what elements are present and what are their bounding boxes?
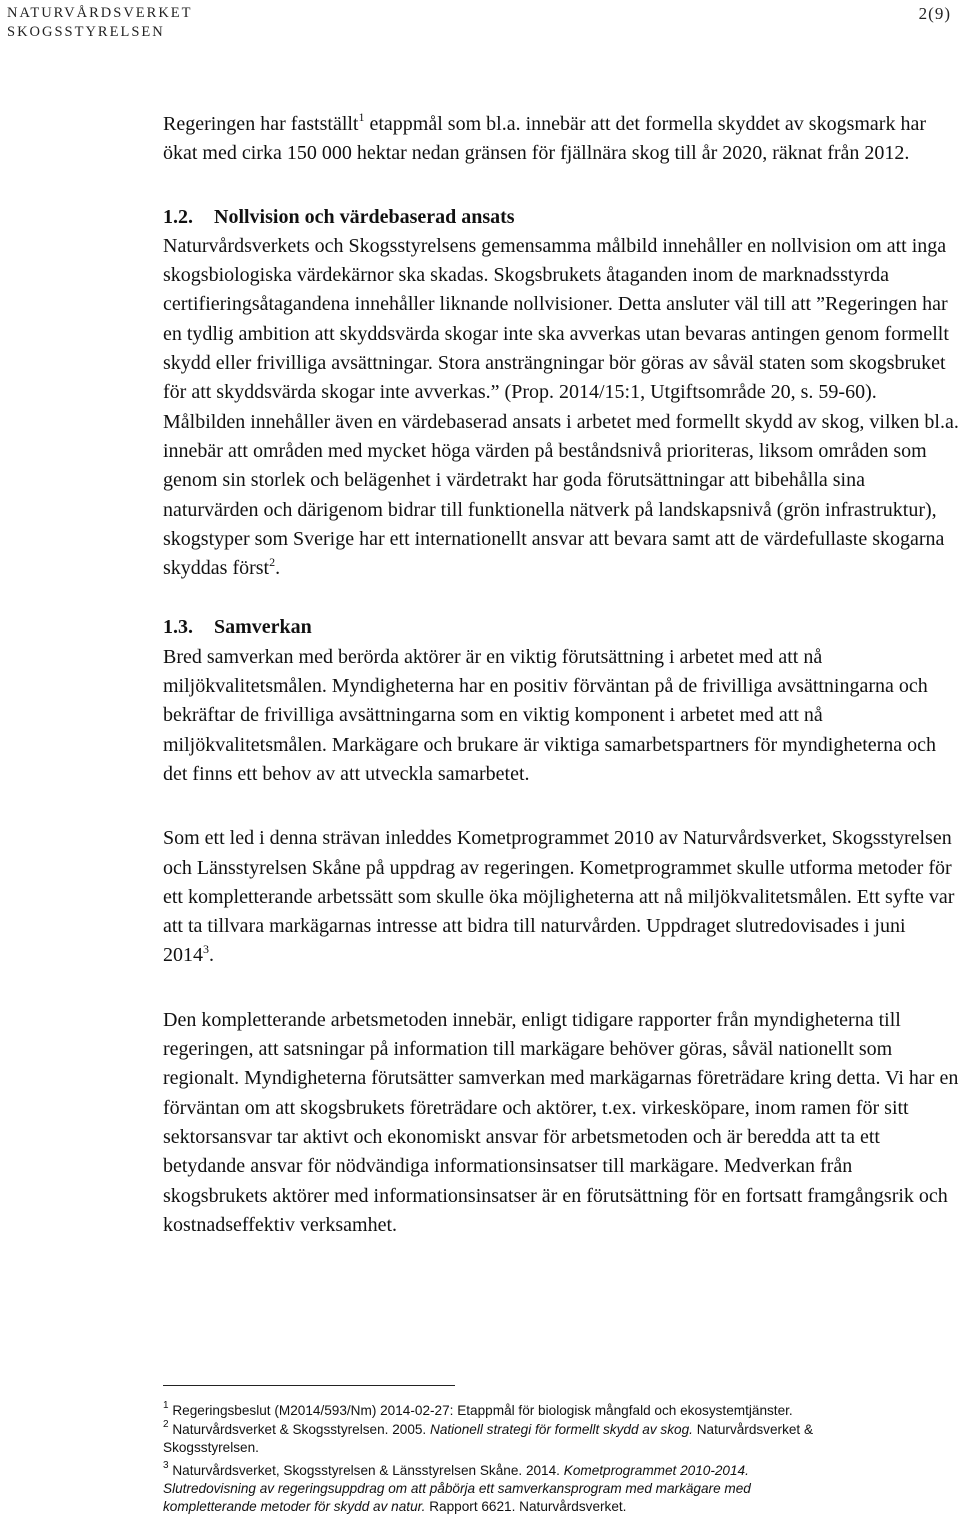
section-1-2-paragraph (163, 232, 959, 584)
intro-text-end: etappmål som bl.a. innebär att det formella skyddet av skogsmark har ökat med cirka 150 000 hektar nedan gränsen för fjällnära skog till år 2020, räknat från 2012. (163, 113, 927, 165)
paragraph-2-text: Som ett led i denna strävan inleddes Kometprogrammet 2010 av Naturvårdsverket, Skogsstyrelsen och Länsstyrelsen Skåne på uppdrag av regeringen. Kometprogrammet skulle utforma metoder för ett kompletterande arbetssätt som skulle öka möjligheterna att nå miljökvalitetsmålen. Ett syfte var att ta tillvara markägarnas intresse att bidra till naturvården. Uppdraget slutredovisades i juni 2014 (163, 827, 955, 967)
footnote-title: Kometprogrammet 2010-2014. (563, 1463, 749, 1478)
footnote-separator (163, 1385, 455, 1386)
footnote-line (163, 1498, 953, 1516)
section-1-3-paragraph-3: Den kompletterande arbetsmetoden innebär, enligt tidigare rapporter från myndigheterna till regeringen, att satsningar på information till markägare behöver göras, såväl nationellt som regionalt. Myndigheterna förutsätter samverkan med markägarnas företrädare kring detta. Vi har en förväntan om att skogsbrukets företrädare och aktörer, t.ex. virkesköpare, inom ramen för sitt sektorsansvar tar aktivt och ekonomiskt ansvar för arbetsmetoden och är beredda att ta ett betydande ansvar för nödvändiga informationsinsatser till markägare. Medverkan från skogsbrukets aktörer med informationsinsatser är en förutsättning för en fortsatt framgångsrik och kostnadseffektiv verksamhet. (163, 1008, 959, 1236)
footnote-text: Naturvårdsverket, Skogsstyrelsen & Länsstyrelsen Skåne. 2014. (172, 1463, 564, 1478)
footnote-text: Regeringsbeslut (M2014/593/Nm) 2014-02-27: Etappmål för biologisk mångfald och ekosystemtjänster. (172, 1403, 793, 1418)
section-title: Samverkan (214, 616, 312, 639)
footnote-3 (163, 1462, 953, 1516)
footnote-line (163, 1421, 953, 1439)
section-1-3-paragraph-1: Bred samverkan med berörda aktörer är en viktig förutsättning i arbetet med att nå miljökvalitetsmålen. Myndigheterna har en positiv förväntan på de frivilliga avsättningarna och bekräftar de frivilliga avsättningarna som en viktig komponent i arbetet med att nå miljökvalitetsmålen. Markägare och brukare är viktiga samarbetspartners för myndigheterna och det finns ett behov av att utveckla samarbetet. (163, 645, 937, 785)
footnote-line (163, 1462, 953, 1480)
section-number: 1.3. (163, 616, 193, 639)
footnote-ref-3: 3 (203, 941, 209, 956)
footnote-title: Slutredovisning av regeringsuppdrag om att påbörja ett samverkansprogram med markägare med (163, 1481, 751, 1496)
section-heading-1-3 (163, 613, 959, 642)
footnote-text: Rapport 6621. Naturvårdsverket. (425, 1499, 627, 1514)
section-title: Nollvision och värdebaserad ansats (214, 205, 515, 228)
footnote-line (163, 1480, 953, 1498)
intro-paragraph (163, 110, 959, 169)
section-1-2-text: Naturvårdsverkets och Skogsstyrelsens gemensamma målbild innehåller en nollvision om att inga skogsbiologiska värdekärnor ska skadas. Skogsbrukets åtaganden inom de marknadsstyrda certifieringsåtagandena innehåller liknande nollvisioner. Detta ansluter väl till att ”Regeringen har en tydlig ambition att skyddsvärda skogar inte ska avverkas utan bevaras antingen genom formellt skydd eller frivilliga avsättningar. Stora ansträngningar bör göras av såväl staten som skogsbruket för att skyddsvärda skogar inte avverkas.” (Prop. 2014/15:1, Utgiftsområde 20, s. 59-60). Målbilden innehåller även en värdebaserad ansats i arbetet med formellt skydd av skog, vilken bl.a. innebär att områden med mycket höga värden på beståndsnivå prioriteras, liksom områden som genom sin storlek och belägenhet i värdetrakt har goda förutsättningar att bibehålla sina naturvärden och därigenom bidrar till funktionella nätverk på landskapsnivå (grön infrastruktur), skogstyper som Sverige har ett internationellt ansvar att bevara samt att de värdefullaste skogarna skyddas först (163, 234, 959, 580)
section-heading-1-2 (163, 203, 959, 232)
section-1-2-text-end: . (275, 557, 281, 580)
footnote-text: Naturvårdsverket & (692, 1422, 814, 1437)
footnote-ref-2: 2 (269, 554, 276, 569)
footnote-number: 2 (163, 1419, 169, 1431)
section-1-3-paragraph-2 (163, 824, 959, 970)
footnote-number: 1 (163, 1400, 169, 1412)
footnote-ref-1: 1 (358, 110, 365, 125)
footnote-1 (163, 1402, 953, 1420)
header-org-naturvardsverket: NATURVÅRDSVERKET (7, 5, 193, 21)
footnote-number: 3 (163, 1460, 169, 1472)
header-org-skogsstyrelsen: SKOGSSTYRELSEN (7, 24, 165, 40)
page-number: 2(9) (918, 4, 951, 23)
footnote-text: Naturvårdsverket & Skogsstyrelsen. 2005. (172, 1422, 430, 1437)
intro-text-start: Regeringen har fastställt (163, 113, 359, 135)
document-body (163, 110, 959, 1240)
footnote-title: Nationell strategi för formellt skydd av skog. (430, 1422, 693, 1437)
paragraph-2-text-end: . (209, 944, 214, 967)
footnote-title: kompletterande metoder för skydd av natur. (163, 1499, 426, 1514)
footnote-line: Skogsstyrelsen. (163, 1440, 259, 1455)
section-number: 1.2. (163, 205, 193, 228)
document-header-organisations (7, 4, 193, 42)
footnote-2 (163, 1421, 953, 1457)
